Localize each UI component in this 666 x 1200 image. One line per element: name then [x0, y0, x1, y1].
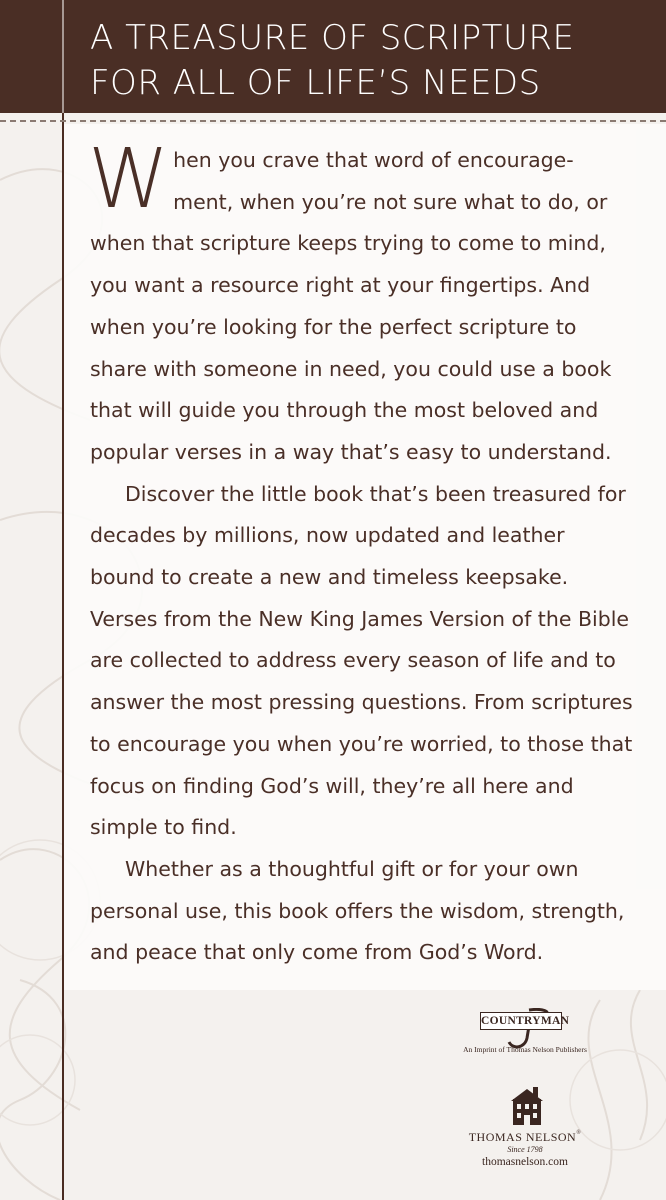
drop-cap: W — [88, 132, 170, 227]
header-vertical-rule — [62, 0, 64, 113]
title-line-1: A TREASURE OF SCRIPTURE — [90, 18, 575, 58]
countryman-wordmark: COUNTRYMAN — [480, 1012, 562, 1030]
publisher-logos — [425, 990, 625, 1200]
paragraph-2: Discover the little book that’s been treasured for decades by millions, now updated and leather bound to create a new and timeless keepsake. Verses from the New King James Version of the Bible are collected to address every season of life and to answer the most pressing questions. From scriptures to encourage you when you’re worried, to those that focus on finding God’s will, they’re all here and simple to find. — [90, 481, 633, 840]
imprint-note: An Imprint of Thomas Nelson Publishers — [463, 1045, 587, 1054]
page-title — [90, 16, 650, 106]
header-banner — [0, 0, 666, 113]
paragraph-1-text: hen you crave that word of encourage- ment, when you’re not sure what to do, or when that scripture keeps trying to come to mind, you want a resource right at your fingertips. And when you’re looking for the perfect scripture to share with someone in need, you could use a book that will guide you through the most beloved and popular verses in a way that’s easy to understand. — [90, 148, 612, 464]
house-icon — [507, 1085, 547, 1127]
publisher-url: thomasnelson.com — [482, 1156, 568, 1168]
thomas-nelson-name: THOMAS NELSON® — [468, 1130, 582, 1144]
dashed-divider — [0, 120, 666, 122]
since-year: Since 1798 — [507, 1145, 543, 1154]
body-copy — [88, 132, 635, 974]
paragraph-3: Whether as a thoughtful gift or for your own personal use, this book offers the wisdom, strength, and peace that only come from God’s Word. — [90, 856, 625, 965]
vertical-rule — [62, 0, 64, 1200]
paragraph-1 — [88, 132, 635, 474]
title-line-2: FOR ALL OF LIFE’S NEEDS — [90, 63, 541, 103]
